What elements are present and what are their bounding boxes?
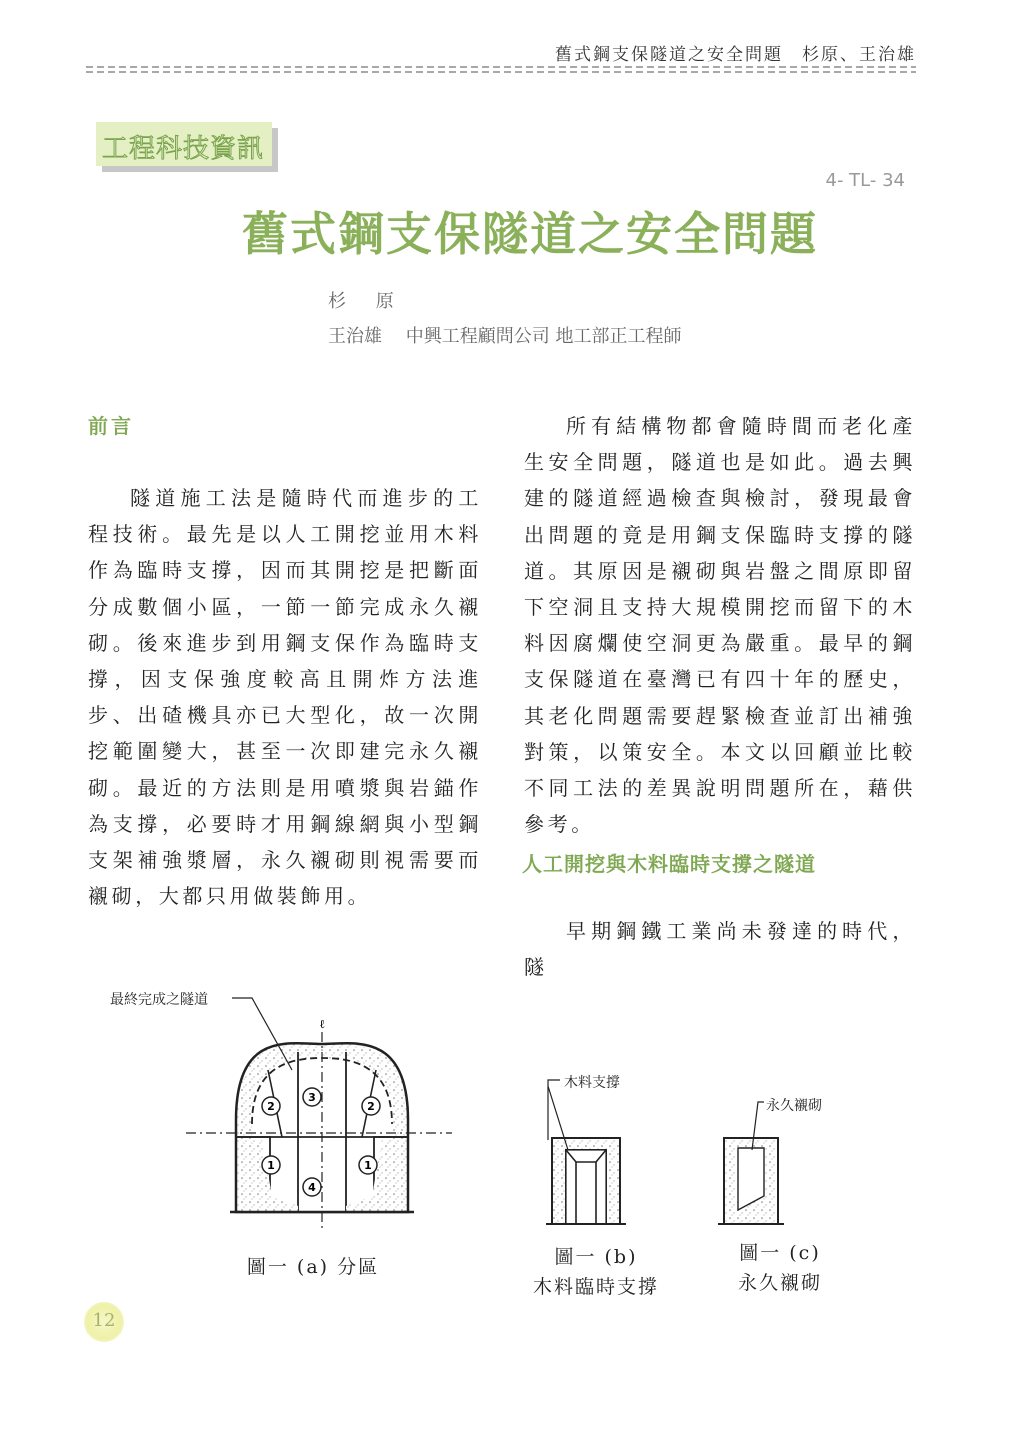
author-line-1: 杉 原 xyxy=(328,291,406,312)
page-number: 12 xyxy=(92,1310,116,1331)
label-timber-support: 木料支撐 xyxy=(564,1075,620,1091)
zone-label: 1 xyxy=(267,1159,275,1172)
zone-label: 1 xyxy=(364,1159,372,1172)
zone-label: 2 xyxy=(267,1100,275,1113)
caption-figure-b-number: 圖一 (b) xyxy=(554,1246,638,1268)
figure-c-permanent-lining-diagram xyxy=(718,1102,784,1224)
caption-figure-c-title: 永久襯砌 xyxy=(737,1272,822,1294)
label-permanent-lining: 永久襯砌 xyxy=(766,1098,822,1114)
zone-label: 3 xyxy=(308,1091,316,1104)
section-tag-label: 工程科技資訊 xyxy=(102,134,265,164)
preface-paragraph: 隧道施工法是隨時代而進步的工程技術。最先是以人工開挖並用木料作為臨時支撐，因而其開挖是把斷面分成數個小區，一節一節完成永久襯砌。後來進步到用鋼支保作為臨時支撐，因支保強度較高且開炸方法進步、出碴機具亦已大型化，故一次開挖範圍變大，甚至一次即建完永久襯砌。最近的方法則是用噴漿與岩錨作為支撐，必要時才用鋼線網與小型鋼支架補強漿層，永久襯砌則視需要而襯砌，大都只用做裝飾用。 xyxy=(88,486,482,909)
zone-label: 2 xyxy=(367,1100,375,1113)
document-code: 4- TL- 34 xyxy=(825,170,905,191)
caption-figure-a: 圖一 (a) 分區 xyxy=(246,1256,380,1278)
author-line-2: 王治雄 中興工程顧問公司 地工部正工程師 xyxy=(328,326,682,347)
centerline-label: ℓ xyxy=(319,1017,325,1031)
running-header: 舊式鋼支保隧道之安全問題 杉原、王治雄 xyxy=(555,45,916,65)
figure-a-zoning-diagram xyxy=(186,998,452,1232)
manual-excavation-paragraph: 早期鋼鐵工業尚未發達的時代，隧 xyxy=(524,919,916,980)
caption-figure-c-number: 圖一 (c) xyxy=(739,1242,821,1264)
zone-label: 4 xyxy=(308,1181,316,1194)
figure-b-timber-support-diagram xyxy=(546,1080,626,1224)
label-final-tunnel: 最終完成之隧道 xyxy=(110,992,208,1008)
section-heading-manual-excavation: 人工開挖與木料臨時支撐之隧道 xyxy=(522,852,816,876)
article-title: 舊式鋼支保隧道之安全問題 xyxy=(242,207,818,261)
caption-figure-b-title: 木料臨時支撐 xyxy=(532,1276,659,1298)
intro-paragraph: 所有結構物都會隨時間而老化產生安全問題，隧道也是如此。過去興建的隧道經過檢查與檢討，發現最會出問題的竟是用鋼支保臨時支撐的隧道。其原因是襯砌與岩盤之間原即留下空洞且支持大規模開挖而留下的木料因腐爛使空洞更為嚴重。最早的鋼支保隧道在臺灣已有四十年的歷史，其老化問題需要趕緊檢查並訂出補強對策，以策安全。本文以回顧並比較不同工法的差異說明問題所在，藉供參考。 xyxy=(524,414,916,837)
section-heading-preface: 前言 xyxy=(88,414,134,438)
